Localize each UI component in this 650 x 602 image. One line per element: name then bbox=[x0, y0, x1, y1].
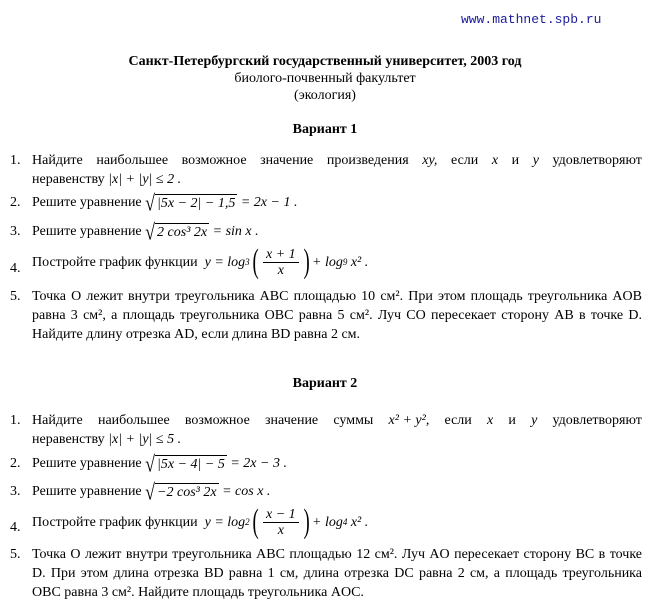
sqrt-expression: √ |5x − 2| − 1,5 bbox=[145, 190, 236, 216]
v2-problem-5: 5. Точка O лежит внутри треугольника ABC площадью 12 см². Луч AO пересекает сторону BC в точке D. При этом длина отрезка BD равна 1 см, длина отрезка DC равна 2 см, а площадь треугольника OBC равна 3 см². Найдите площадь треугольника AOC. bbox=[10, 547, 642, 600]
v1-problem-4: 4. Постройте график функции y = log 3 ( $\frac{x + 1}{x}$ ) + log 9 x² . bbox=[10, 243, 369, 280]
v1-problem-1: 1. Найдите наибольшее возможное значение произведения xy, если x и y удовлетворяют неравенству |x| + |y| ≤ 2 . bbox=[10, 153, 642, 187]
variant-1-title: Вариант 1 bbox=[292, 122, 358, 137]
site-url[interactable]: www.mathnet.spb.ru bbox=[461, 12, 602, 27]
university-title: Санкт-Петербургский государственный университет, 2003 год bbox=[128, 54, 522, 69]
v1-problem-3: 3. Решите уравнение √ 2 cos³ 2x = sin x . bbox=[10, 219, 259, 245]
v1-problem-5: 5. Точка O лежит внутри треугольника ABC площадью 10 см². При этом площадь треугольника AOB равна 3 см², а площадь треугольника OBC равна 5 см². Луч CO пересекает сторону AB в точке D. Найдите длину отрезка AD, если длина BD равна 2 см. bbox=[10, 289, 642, 342]
v1-problem-2: 2. Решите уравнение √ |5x − 2| − 1,5 = 2x − 1 . bbox=[10, 190, 298, 216]
specialty-line: (экология) bbox=[294, 88, 356, 103]
sqrt-expression: √ 2 cos³ 2x bbox=[145, 219, 208, 245]
faculty-line: биолого-почвенный факультет bbox=[234, 71, 416, 86]
v2-problem-3: 3. Решите уравнение √ −2 cos³ 2x = cos x . bbox=[10, 479, 271, 505]
variant-2-title: Вариант 2 bbox=[292, 376, 358, 391]
sqrt-expression: √ −2 cos³ 2x bbox=[145, 479, 217, 505]
v2-problem-2: 2. Решите уравнение √ |5x − 4| − 5 = 2x − 3 . bbox=[10, 451, 287, 477]
v2-problem-1: 1. Найдите наибольшее возможное значение суммы x² + y², если x и y удовлетворяют неравенству |x| + |y| ≤ 5 . bbox=[10, 413, 642, 447]
sqrt-expression: √ |5x − 4| − 5 bbox=[145, 451, 225, 477]
v2-problem-4: 4. Постройте график функции y = log 2 ( $\frac{x - 1}{x}$ ) + log 4 x² . bbox=[10, 503, 369, 540]
